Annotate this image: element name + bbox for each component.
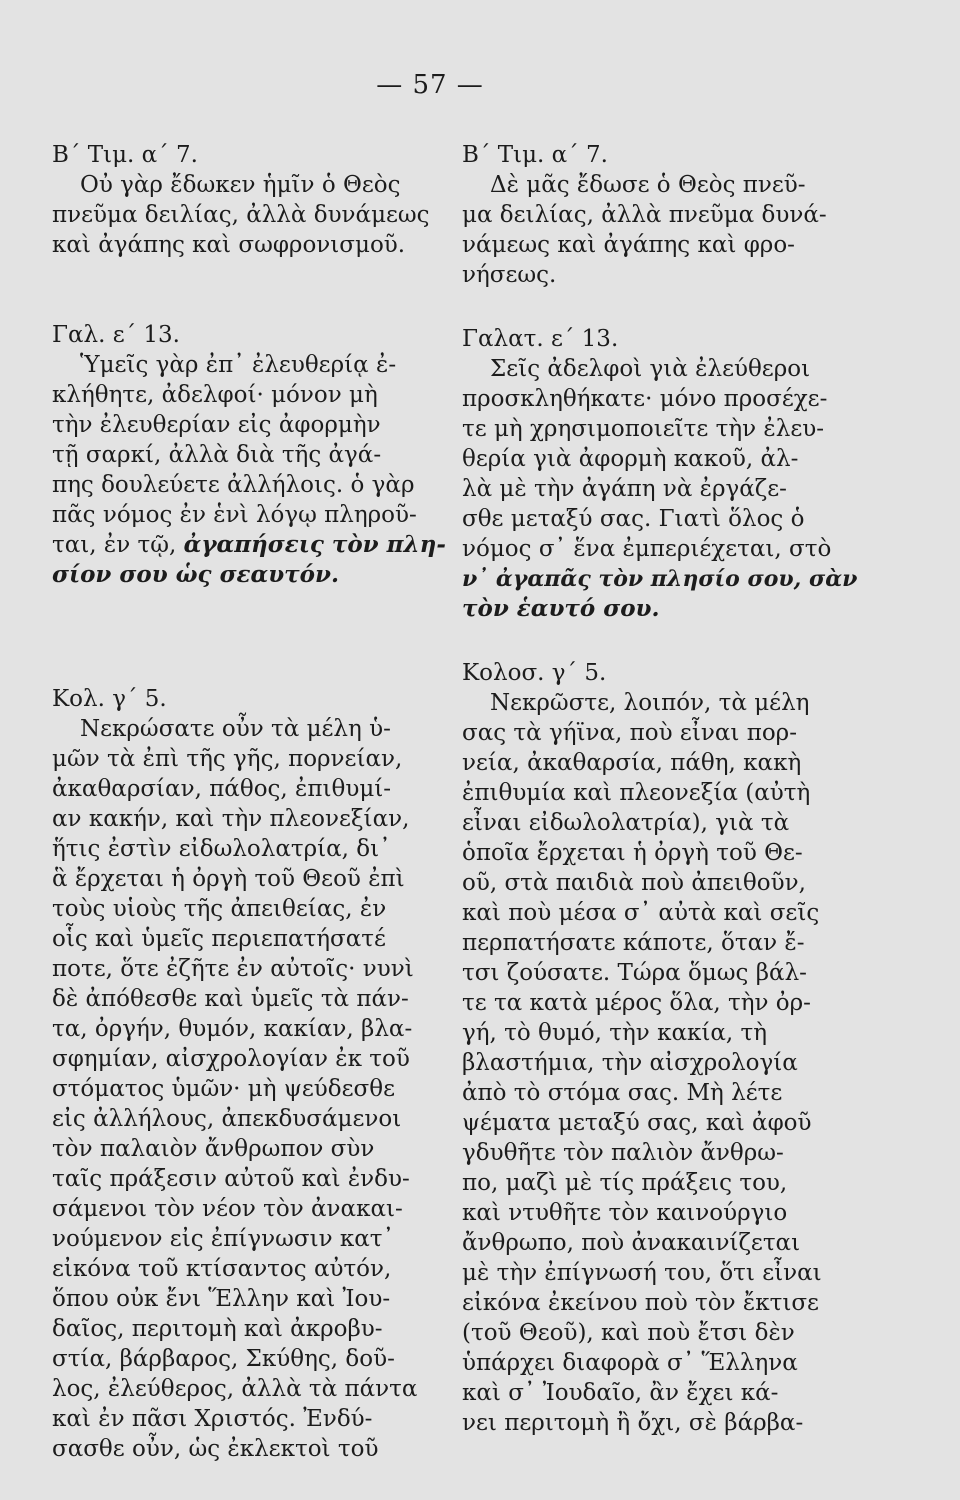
verse-block bbox=[52, 350, 452, 530]
verse-line: καὶ ἐν πᾶσι Χριστός. Ἐνδύ- bbox=[52, 1406, 373, 1432]
verse-line: οῦ, στὰ παιδιὰ ποὺ ἀπειθοῦν, bbox=[462, 870, 806, 896]
verse-line: Νεκρώσατε οὖν τὰ μέλη ὑ- bbox=[80, 716, 391, 742]
verse-line: ἃ ἔρχεται ἡ ὀργὴ τοῦ Θεοῦ ἐπὶ bbox=[52, 866, 405, 892]
verse-line: στόματος ὑμῶν· μὴ ψεύδεσθε bbox=[52, 1076, 396, 1102]
verse-line: τσι ζούσατε. Τώρα ὅμως βάλ- bbox=[462, 960, 807, 986]
verse-line: μα δειλίας, ἀλλὰ πνεῦμα δυνά- bbox=[462, 202, 827, 228]
verse-line: ποτε, ὅτε ἐζῆτε ἐν αὐτοῖς· νυνὶ bbox=[52, 956, 414, 982]
verse-block bbox=[462, 170, 862, 290]
verse-line: Ὑμεῖς γὰρ ἐπ᾽ ἐλευθερίᾳ ἐ- bbox=[80, 352, 397, 378]
verse-line: σάμενοι τὸν νέον τὸν ἀνακαι- bbox=[52, 1196, 403, 1222]
verse-line: γή, τὸ θυμό, τὴν κακία, τὴ bbox=[462, 1020, 768, 1046]
verse-line: εἰκόνα τοῦ κτίσαντος αὐτόν, bbox=[52, 1256, 392, 1282]
verse-line: μῶν τὰ ἐπὶ τῆς γῆς, πορνείαν, bbox=[52, 746, 403, 772]
verse-line: ὑπάρχει διαφορὰ σ᾽ Ἕλληνα bbox=[462, 1350, 798, 1376]
verse-line: τε τα κατὰ μέρος ὅλα, τὴν ὀρ- bbox=[462, 990, 811, 1016]
verse-line: νει περιτομὴ ἢ ὄχι, σὲ βάρβα- bbox=[462, 1410, 804, 1436]
verse-line: ται, ἐν τῷ, ἀγαπήσεις τὸν πλη- bbox=[52, 531, 446, 558]
emphasized-quote: σίον σου ὡς σεαυτόν. bbox=[52, 561, 339, 588]
verse-reference: Γαλατ. ε΄ 13. bbox=[462, 326, 619, 352]
verse-line: τε μὴ χρησιμοποιεῖτε τὴν ἐλευ- bbox=[462, 416, 824, 442]
verse-line: οἷς καὶ ὑμεῖς περιεπατήσατέ bbox=[52, 926, 386, 952]
verse-line: μὲ τὴν ἐπίγνωσή του, ὅτι εἶναι bbox=[462, 1260, 822, 1286]
verse-line: ταῖς πράξεσιν αὐτοῦ καὶ ἐνδυ- bbox=[52, 1166, 410, 1192]
verse-line: καὶ ποὺ μέσα σ᾽ αὐτὰ καὶ σεῖς bbox=[462, 900, 820, 926]
verse-line: τὸν παλαιὸν ἄνθρωπον σὺν bbox=[52, 1136, 375, 1162]
verse-line: ἀκαθαρσίαν, πάθος, ἐπιθυμί- bbox=[52, 776, 392, 802]
verse-line: νήσεως. bbox=[462, 262, 557, 288]
verse-reference: Β΄ Τιμ. α΄ 7. bbox=[52, 142, 198, 168]
verse-line: πνεῦμα δειλίας, ἀλλὰ δυνάμεως bbox=[52, 202, 430, 228]
verse-line: βλαστήμια, τὴν αἰσχρολογία bbox=[462, 1050, 798, 1076]
verse-line: τοὺς υἱοὺς τῆς ἀπειθείας, ἐν bbox=[52, 896, 387, 922]
page-number: — 57 — bbox=[376, 70, 484, 100]
verse-line: ἥτις ἐστὶν εἰδωλολατρία, δι᾽ bbox=[52, 836, 391, 862]
verse-line: τα, ὀργήν, θυμόν, κακίαν, βλα- bbox=[52, 1016, 413, 1042]
right-column-modern-translation bbox=[462, 140, 862, 1438]
emphasized-quote: ν᾽ ἀγαπᾶς τὸν πλησίο σου, σὰν bbox=[462, 566, 858, 592]
verse-line: δὲ ἀπόθεσθε καὶ ὑμεῖς τὰ πάν- bbox=[52, 986, 409, 1012]
verse-line: καὶ ντυθῆτε τὸν καινούργιο bbox=[462, 1200, 788, 1226]
verse-line: προσκληθήκατε· μόνο προσέχε- bbox=[462, 386, 828, 412]
verse-line: Σεῖς ἀδελφοὶ γιὰ ἐλεύθεροι bbox=[490, 356, 811, 382]
verse-line: (τοῦ Θεοῦ), καὶ ποὺ ἔτσι δὲν bbox=[462, 1320, 795, 1346]
verse-line: γδυθῆτε τὸν παλιὸν ἄνθρω- bbox=[462, 1140, 784, 1166]
verse-line: τῇ σαρκί, ἀλλὰ διὰ τῆς ἀγά- bbox=[52, 442, 382, 468]
verse-block bbox=[52, 170, 452, 260]
verse-line: ἀπὸ τὸ στόμα σας. Μὴ λέτε bbox=[462, 1080, 783, 1106]
verse-line: ὁποῖα ἔρχεται ἡ ὀργὴ τοῦ Θε- bbox=[462, 840, 803, 866]
verse-line: πᾶς νόμος ἐν ἑνὶ λόγῳ πληροῦ- bbox=[52, 502, 417, 528]
verse-line: νόμος σ᾽ ἕνα ἐμπεριέχεται, στὸ bbox=[462, 536, 832, 562]
verse-reference: Κολ. γ΄ 5. bbox=[52, 686, 167, 712]
verse-reference: Β΄ Τιμ. α΄ 7. bbox=[462, 142, 608, 168]
verse-line: νεία, ἀκαθαρσία, πάθη, κακὴ bbox=[462, 750, 802, 776]
verse-line: Δὲ μᾶς ἔδωσε ὁ Θεὸς πνεῦ- bbox=[490, 172, 806, 198]
verse-line: λὰ μὲ τὴν ἀγάπη νὰ ἐργάζε- bbox=[462, 476, 787, 502]
verse-line: στία, βάρβαρος, Σκύθης, δοῦ- bbox=[52, 1346, 395, 1372]
verse-block bbox=[52, 714, 452, 1464]
verse-line: νούμενον εἰς ἐπίγνωσιν κατ᾽ bbox=[52, 1226, 395, 1252]
verse-line: πης δουλεύετε ἀλλήλοις. ὁ γὰρ bbox=[52, 472, 415, 498]
verse-line: καὶ ἀγάπης καὶ σωφρονισμοῦ. bbox=[52, 232, 406, 258]
verse-line: δαῖος, περιτομὴ καὶ ἀκροβυ- bbox=[52, 1316, 383, 1342]
verse-line: σθε μεταξύ σας. Γιατὶ ὅλος ὁ bbox=[462, 506, 805, 532]
verse-line: ἄνθρωπο, ποὺ ἀνακαινίζεται bbox=[462, 1230, 801, 1256]
verse-line: περπατήσατε κάποτε, ὅταν ἔ- bbox=[462, 930, 805, 956]
verse-line: σφημίαν, αἰσχρολογίαν ἐκ τοῦ bbox=[52, 1046, 410, 1072]
verse-line: καὶ σ᾽ Ἰουδαῖο, ἂν ἔχει κά- bbox=[462, 1380, 779, 1406]
verse-line: ὅπου οὐκ ἔνι Ἕλλην καὶ Ἰου- bbox=[52, 1286, 391, 1312]
verse-line: θερία γιὰ ἀφορμὴ κακοῦ, ἀλ- bbox=[462, 446, 799, 472]
verse-line: εἰς ἀλλήλους, ἀπεκδυσάμενοι bbox=[52, 1106, 402, 1132]
verse-line: λος, ἐλεύθερος, ἀλλὰ τὰ πάντα bbox=[52, 1376, 418, 1402]
verse-line: Οὐ γὰρ ἔδωκεν ἡμῖν ὁ Θεὸς bbox=[80, 172, 401, 198]
verse-line: ἐπιθυμία καὶ πλεονεξία (αὐτὴ bbox=[462, 780, 811, 806]
verse-line: ψέματα μεταξύ σας, καὶ ἀφοῦ bbox=[462, 1110, 812, 1136]
verse-block bbox=[462, 354, 862, 534]
verse-line: νάμεως καὶ ἀγάπης καὶ φρο- bbox=[462, 232, 795, 258]
verse-line: αν κακήν, καὶ τὴν πλεονεξίαν, bbox=[52, 806, 410, 832]
verse-line: εἶναι εἰδωλολατρία), γιὰ τὰ bbox=[462, 810, 790, 836]
verse-line: σας τὰ γήϊνα, ποὺ εἶναι πορ- bbox=[462, 720, 797, 746]
verse-line: κλήθητε, ἀδελφοί· μόνον μὴ bbox=[52, 382, 378, 408]
emphasized-quote: ἀγαπήσεις τὸν πλη- bbox=[183, 531, 446, 558]
left-column-ancient-text bbox=[52, 140, 452, 1464]
verse-reference: Γαλ. ε΄ 13. bbox=[52, 322, 180, 348]
verse-line: σασθε οὖν, ὡς ἐκλεκτοὶ τοῦ bbox=[52, 1436, 379, 1462]
verse-block bbox=[462, 688, 862, 1438]
verse-line: πο, μαζὶ μὲ τίς πράξεις του, bbox=[462, 1170, 788, 1196]
emphasized-quote: τὸν ἑαυτό σου. bbox=[462, 595, 660, 622]
verse-line: εἰκόνα ἐκείνου ποὺ τὸν ἔκτισε bbox=[462, 1290, 819, 1316]
verse-line: τὴν ἐλευθερίαν εἰς ἀφορμὴν bbox=[52, 412, 381, 438]
verse-reference: Κολοσ. γ΄ 5. bbox=[462, 660, 607, 686]
verse-line: Νεκρῶστε, λοιπόν, τὰ μέλη bbox=[490, 690, 810, 716]
